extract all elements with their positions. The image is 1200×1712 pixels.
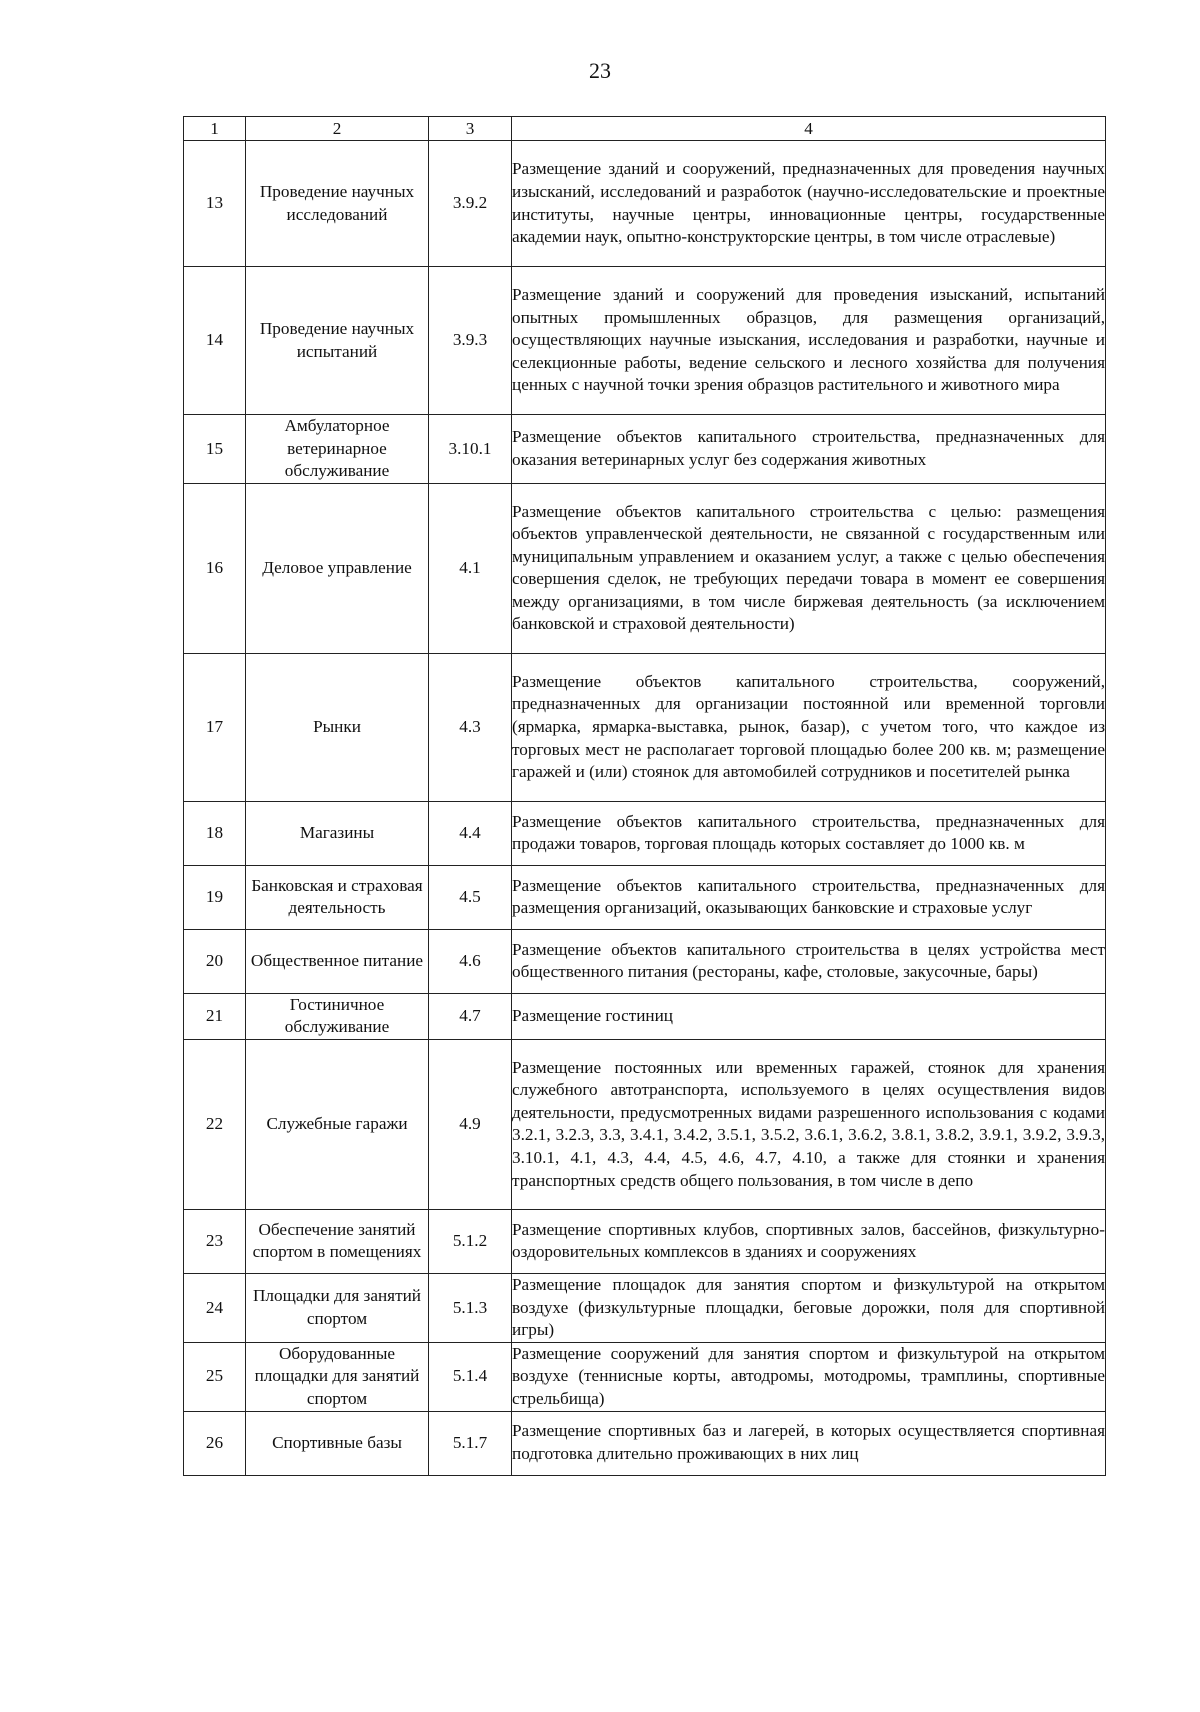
table-row [184,993,1106,1039]
table-cell-code: 3.9.2 [429,141,512,267]
table-cell-number: 26 [184,1411,246,1475]
table-cell-description: Размещение спортивных баз и лагерей, в которых осуществляется спортивная подготовка длительно проживающих в них лиц [512,1411,1106,1475]
table-cell-code: 5.1.3 [429,1273,512,1342]
table-cell-number: 14 [184,267,246,415]
table-cell-description: Размещение объектов капитального строительства в целях устройства мест общественного питания (рестораны, кафе, столовые, закусочные, бары) [512,929,1106,993]
table-cell-code: 3.10.1 [429,415,512,484]
table-cell-description: Размещение объектов капитального строительства, предназначенных для оказания ветеринарных услуг без содержания животных [512,415,1106,484]
table-cell-code: 5.1.2 [429,1209,512,1273]
table-cell-description: Размещение спортивных клубов, спортивных залов, бассейнов, физкультурно-оздоровительных комплексов в зданиях и сооружениях [512,1209,1106,1273]
table-cell-code: 4.7 [429,993,512,1039]
table-cell-name: Оборудованные площадки для занятий спортом [246,1342,429,1411]
table-cell-name: Общественное питание [246,929,429,993]
table-cell-number: 23 [184,1209,246,1273]
table-cell-name: Проведение научных исследований [246,141,429,267]
table-row [184,141,1106,267]
table-row [184,801,1106,865]
page-number: 23 [589,58,611,83]
table-cell-name: Служебные гаражи [246,1039,429,1209]
table-row [184,1273,1106,1342]
table-cell-number: 25 [184,1342,246,1411]
table-cell-number: 18 [184,801,246,865]
table-row [184,415,1106,484]
table-cell-code: 5.1.4 [429,1342,512,1411]
table-cell-code: 4.3 [429,653,512,801]
table-cell-description: Размещение сооружений для занятия спортом и физкультурой на открытом воздухе (теннисные корты, автодромы, мотодромы, трамплины, спортивные стрельбища) [512,1342,1106,1411]
table-cell-name: Площадки для занятий спортом [246,1273,429,1342]
table-cell-number: 20 [184,929,246,993]
table-row [184,865,1106,929]
table-cell-description: Размещение объектов капитального строительства, сооружений, предназначенных для организации постоянной или временной торговли (ярмарка, ярмарка-выставка, рынок, базар), с учетом того, что каждое из торговых мест не располагает торговой площадью более 200 кв. м; размещение гаражей и (или) стоянок для автомобилей сотрудников и посетителей рынка [512,653,1106,801]
table-cell-code: 3.9.3 [429,267,512,415]
table-cell-name: Рынки [246,653,429,801]
table-cell-number: 21 [184,993,246,1039]
table-cell-description: Размещение объектов капитального строительства, предназначенных для размещения организаций, оказывающих банковские и страховые услуг [512,865,1106,929]
column-header: 1 [184,117,246,141]
table-cell-number: 15 [184,415,246,484]
table-row [184,1209,1106,1273]
table-cell-number: 19 [184,865,246,929]
table-cell-number: 22 [184,1039,246,1209]
table-cell-code: 4.9 [429,1039,512,1209]
table-row [184,1411,1106,1475]
column-header: 2 [246,117,429,141]
table-row [184,929,1106,993]
table-cell-name: Спортивные базы [246,1411,429,1475]
table-cell-number: 24 [184,1273,246,1342]
column-header: 3 [429,117,512,141]
table-cell-description: Размещение площадок для занятия спортом и физкультурой на открытом воздухе (физкультурные площадки, беговые дорожки, поля для спортивной игры) [512,1273,1106,1342]
table-cell-description: Размещение объектов капитального строительства с целью: размещения объектов управленческой деятельности, не связанной с государственным или муниципальным управлением и оказанием услуг, а также с целью обеспечения совершения сделок, не требующих передачи товара в момент ее совершения между организациями, в том числе биржевая деятельность (за исключением банковской и страховой деятельности) [512,483,1106,653]
land-use-table [183,116,1106,1476]
table-cell-description: Размещение объектов капитального строительства, предназначенных для продажи товаров, торговая площадь которых составляет до 1000 кв. м [512,801,1106,865]
table-cell-description: Размещение зданий и сооружений для проведения изысканий, испытаний опытных промышленных образцов, для размещения организаций, осуществляющих научные изыскания, исследования и разработки, научные и селекционные работы, ведение сельского и лесного хозяйства для получения ценных с научной точки зрения образцов растительного и животного мира [512,267,1106,415]
table-cell-number: 16 [184,483,246,653]
header-row [184,117,1106,141]
table-cell-number: 17 [184,653,246,801]
table-cell-code: 4.4 [429,801,512,865]
table-cell-number: 13 [184,141,246,267]
table-row [184,267,1106,415]
table-cell-name: Магазины [246,801,429,865]
table-row [184,653,1106,801]
table-cell-name: Банковская и страховая деятельность [246,865,429,929]
table-cell-description: Размещение гостиниц [512,993,1106,1039]
table-row [184,483,1106,653]
table-cell-name: Деловое управление [246,483,429,653]
table-cell-description: Размещение постоянных или временных гаражей, стоянок для хранения служебного автотранспорта, используемого в целях осуществления видов деятельности, предусмотренных видами разрешенного использования с кодами 3.2.1, 3.2.3, 3.3, 3.4.1, 3.4.2, 3.5.1, 3.5.2, 3.6.1, 3.6.2, 3.8.1, 3.8.2, 3.9.1, 3.9.2, 3.9.3, 3.10.1, 4.1, 4.3, 4.4, 4.5, 4.6, 4.7, 4.10, а также для стоянки и хранения транспортных средств общего пользования, в том числе в депо [512,1039,1106,1209]
table-row [184,1039,1106,1209]
table-cell-code: 5.1.7 [429,1411,512,1475]
table-cell-name: Обеспечение занятий спортом в помещениях [246,1209,429,1273]
table-cell-code: 4.1 [429,483,512,653]
table-cell-name: Проведение научных испытаний [246,267,429,415]
table-cell-code: 4.5 [429,865,512,929]
column-header: 4 [512,117,1106,141]
table-cell-name: Амбулаторное ветеринарное обслуживание [246,415,429,484]
table-cell-code: 4.6 [429,929,512,993]
table-cell-name: Гостиничное обслуживание [246,993,429,1039]
table-cell-description: Размещение зданий и сооружений, предназначенных для проведения научных изысканий, исследований и разработок (научно-исследовательские и проектные институты, научные центры, инновационные центры, государственные академии наук, опытно-конструкторские центры, в том числе отраслевые) [512,141,1106,267]
table-row [184,1342,1106,1411]
